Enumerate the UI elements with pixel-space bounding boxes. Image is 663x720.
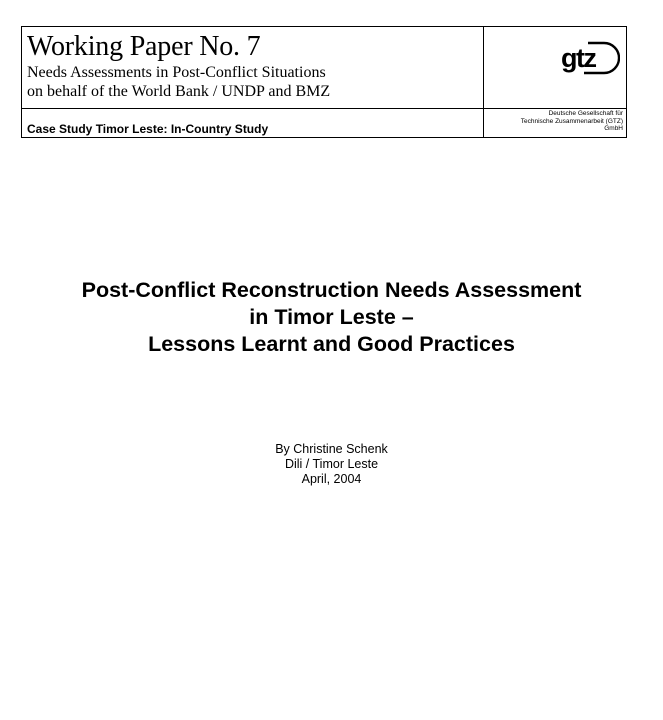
- working-paper-subtitle: [27, 63, 483, 101]
- title-line-3: Lessons Learnt and Good Practices: [148, 332, 515, 356]
- organization-cell: [484, 109, 626, 137]
- header-left-column: [22, 27, 484, 137]
- document-title: [0, 277, 663, 358]
- subtitle-line-2: on behalf of the World Bank / UNDP and BMZ: [27, 83, 331, 100]
- org-line-2: Technische Zusammenarbeit (GTZ): [520, 117, 623, 125]
- author-location: Dili / Timor Leste: [284, 457, 379, 471]
- subtitle-line-1: Needs Assessments in Post-Conflict Situations: [27, 64, 326, 81]
- working-paper-cell: [22, 27, 483, 109]
- case-study-cell: [22, 109, 483, 137]
- org-line-3: GmbH: [604, 125, 623, 133]
- header-right-column: [484, 27, 626, 137]
- gtz-logo: [558, 37, 620, 79]
- gtz-logo-text: gtz: [561, 43, 596, 73]
- author-name: By Christine Schenk: [275, 442, 388, 456]
- case-study-label: Case Study Timor Leste: In-Country Study: [27, 122, 269, 136]
- author-block: [0, 442, 663, 487]
- title-line-1: Post-Conflict Reconstruction Needs Assessment: [81, 278, 582, 302]
- logo-cell: [484, 27, 626, 109]
- header-table: [21, 26, 627, 138]
- title-line-2: in Timor Leste –: [249, 305, 414, 329]
- publication-date: April, 2004: [301, 472, 362, 486]
- working-paper-title: Working Paper No. 7: [27, 31, 261, 62]
- org-line-1: Deutsche Gesellschaft für: [548, 110, 623, 117]
